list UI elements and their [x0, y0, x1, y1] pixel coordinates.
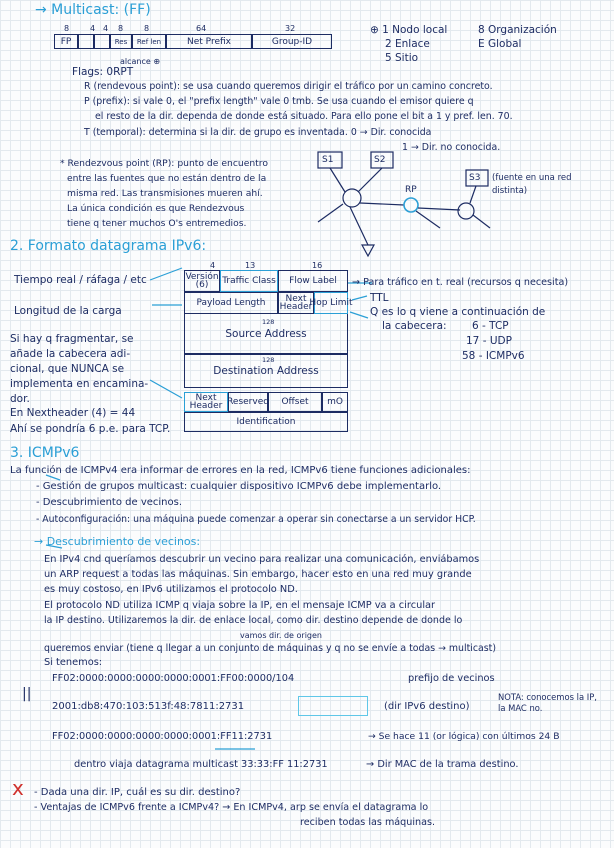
- neighbor-discovery-title: → Descubrimiento de vecinos:: [34, 535, 201, 548]
- address-highlight: [298, 696, 368, 716]
- multicast-mac-note: → Dir MAC de la trama destino.: [366, 759, 519, 770]
- solicited-node-address: FF02:0000:0000:0000:0000:0001:FF11:2731: [52, 731, 273, 742]
- destination-ipv6-note: (dir IPv6 destino): [384, 701, 470, 712]
- net-prefix-field: Net Prefix: [166, 34, 252, 49]
- alcance-note: alcance ⊕: [120, 57, 161, 66]
- question-mark-x: x: [12, 776, 24, 800]
- rp-node-label: RP: [405, 185, 417, 195]
- neighbor-prefix-address: FF02:0000:0000:0000:0000:0001:FF00:0000/104: [52, 673, 295, 684]
- s2-node-label: S2: [374, 155, 386, 165]
- destination-ipv6-address: 2001:db8:470:103:513f:48:7811:2731: [52, 701, 245, 712]
- multicast-title: → Multicast: (FF): [35, 2, 151, 18]
- icmpv6-title: 3. ICMPv6: [10, 445, 80, 461]
- ipv6-format-title: 2. Formato datagrama IPv6:: [10, 238, 207, 254]
- nota-mac: NOTA: conocemos la IP, la MAC no.: [498, 692, 597, 713]
- s1-node-label: S1: [322, 155, 334, 165]
- neighbor-prefix-note: prefijo de vecinos: [408, 673, 495, 684]
- fp-field: FP: [54, 34, 78, 49]
- solicited-node-note: → Se hace 11 (or lógica) con últimos 24 B: [368, 731, 560, 742]
- multicast-mac-line: dentro viaja datagrama multicast 33:33:FF 11:2731: [74, 759, 328, 770]
- flags-label: Flags: 0RPT: [72, 66, 134, 78]
- res-field: Res: [110, 34, 132, 49]
- group-id-field: Group-ID: [252, 34, 332, 49]
- s3-node-label: S3: [469, 173, 481, 183]
- ref-len-field: Ref len: [132, 34, 166, 49]
- s3-note: (fuente en una red distinta): [492, 173, 572, 196]
- or-marker: ||: [22, 686, 32, 702]
